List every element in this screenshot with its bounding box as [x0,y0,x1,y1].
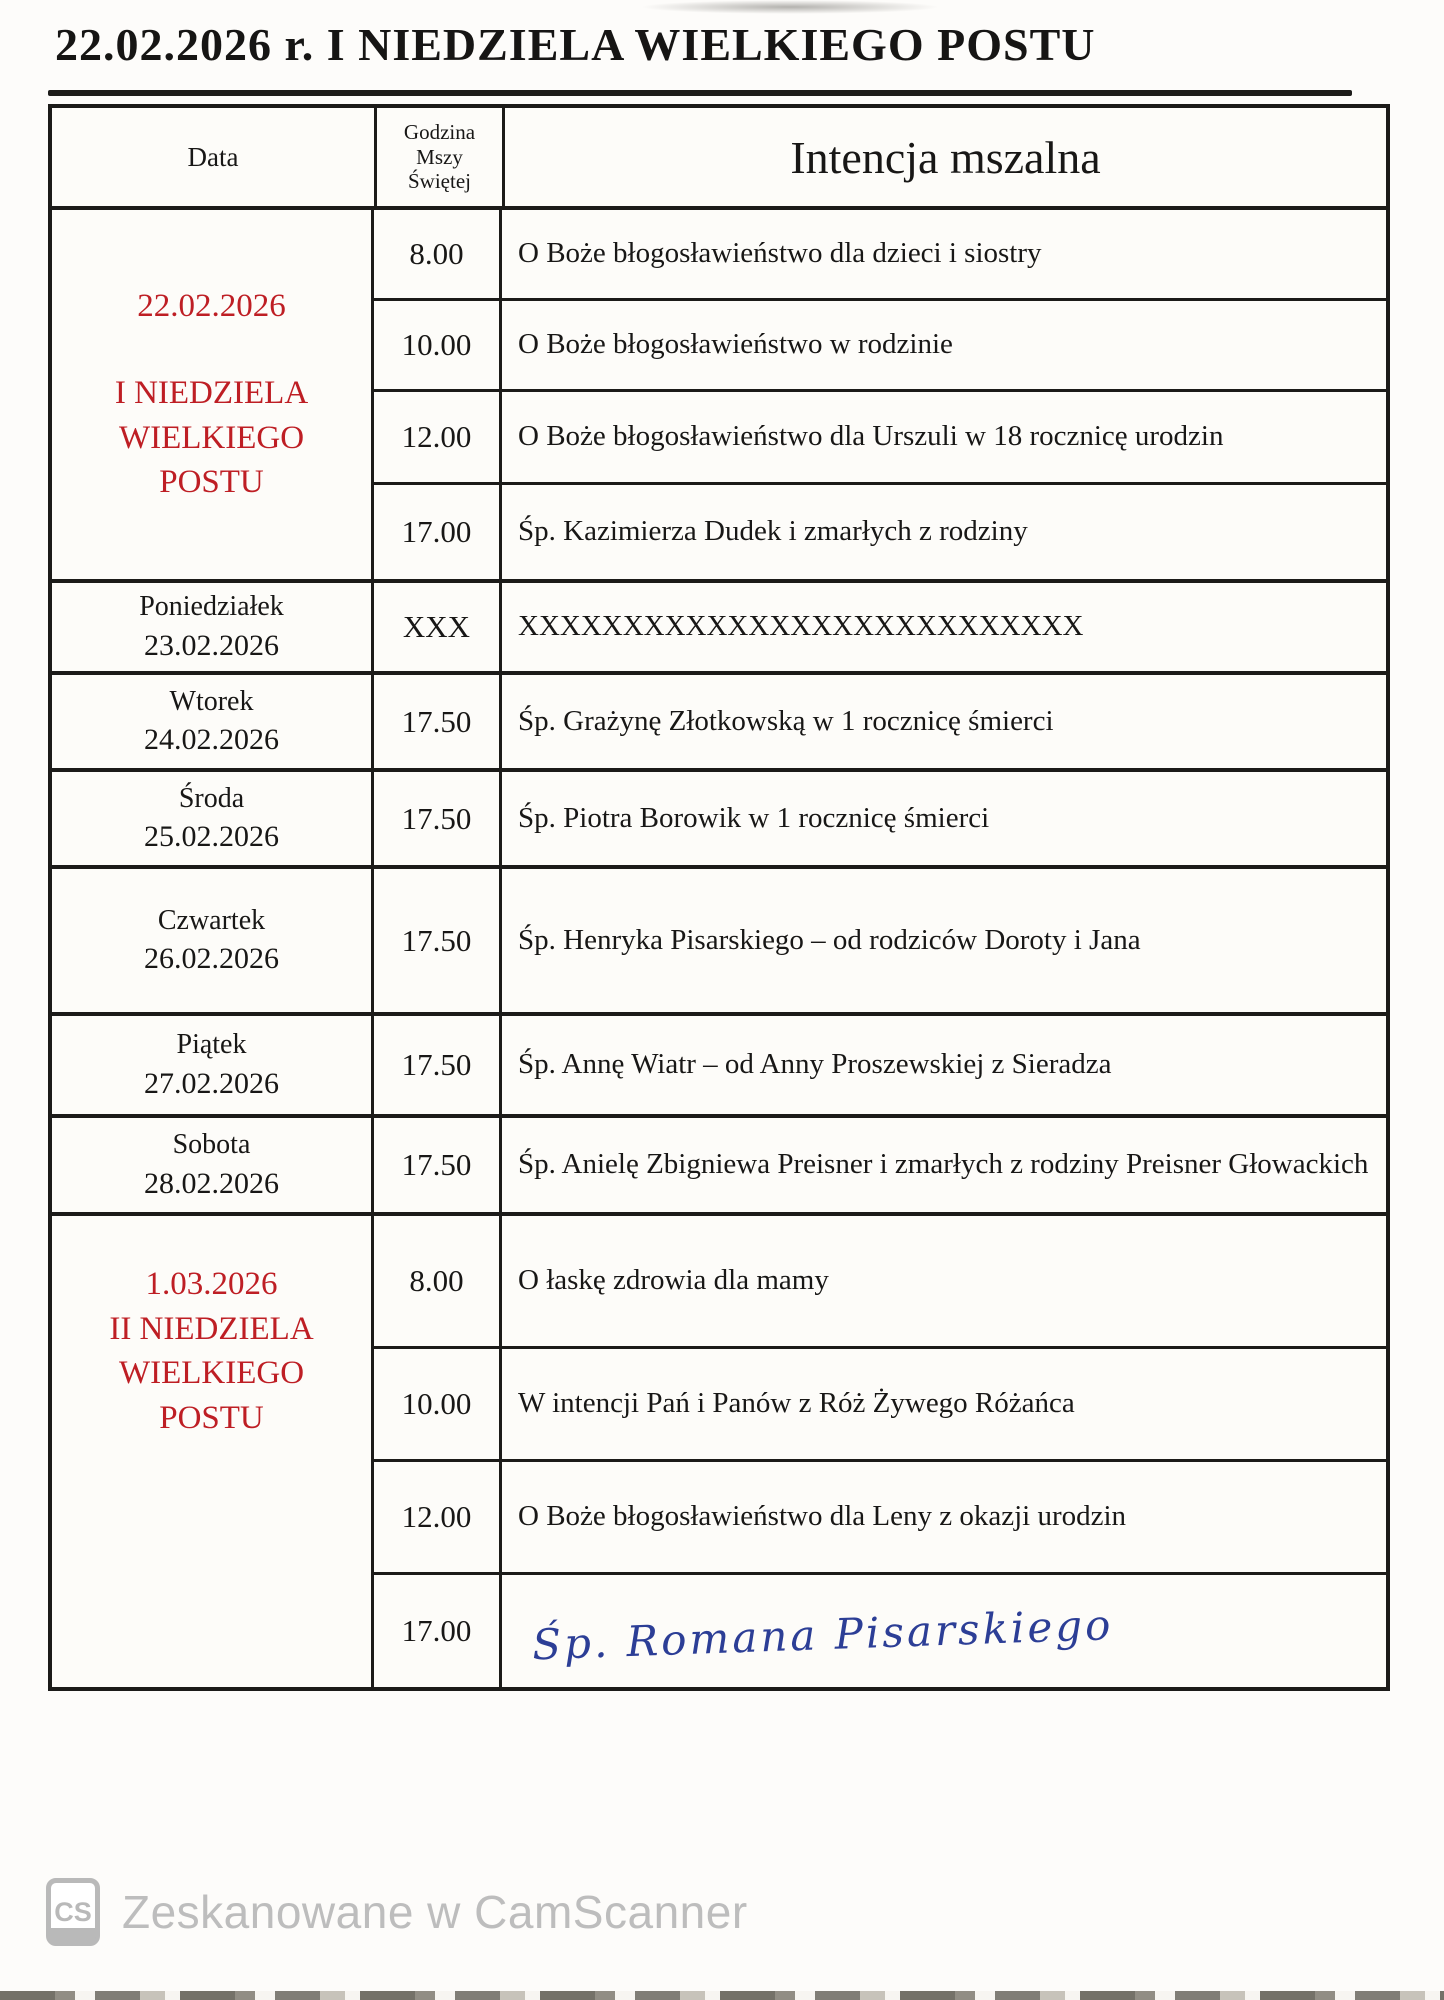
mass-time-cell: 12.00 [374,392,502,482]
sunday-date-line: I NIEDZIELA [114,375,309,412]
weekday-date-line: 23.02.2026 [144,628,279,662]
intention-cell: Śp. Piotra Borowik w 1 rocznicę śmierci [518,801,990,834]
section-rows [374,583,1386,671]
table-row [374,298,1386,389]
weekday-date-line: 25.02.2026 [144,820,279,854]
weekday-date-line: 26.02.2026 [144,942,279,976]
intention-cell: Śp. Kazimierza Dudek i zmarłych z rodziny [518,515,1028,548]
table-row [374,772,1386,865]
weekday-date-line: 28.02.2026 [144,1166,279,1200]
table-row [374,1118,1386,1212]
table-row [374,1346,1386,1459]
weekday-date-line: Czwartek [157,904,266,936]
camscanner-footer [46,1878,748,1946]
camscanner-watermark-text: Zeskanowane w CamScanner [122,1886,748,1938]
mass-time-cell: 10.00 [374,301,502,389]
date-cell [52,1016,374,1114]
table-section [52,768,1386,865]
section-rows [374,869,1386,1012]
date-cell [52,869,374,1012]
intention-cell: O Boże błogosławieństwo dla Leny z okazji urodzin [518,1500,1127,1533]
mass-time-cell: 8.00 [374,1216,502,1346]
weekday-date-line: Sobota [172,1129,251,1161]
intention-cell: W intencji Pań i Panów z Róż Żywego Różańca [518,1387,1075,1420]
weekday-date-line: 27.02.2026 [144,1066,279,1100]
date-cell [52,210,374,579]
intention-cell: O Boże błogosławieństwo w rodzinie [518,328,953,361]
scan-bottom-edge [0,1991,1444,2000]
header-mass-time-line: Świętej [408,169,471,194]
header-mass-time-line: Godzina [403,119,476,144]
table-row [374,583,1386,671]
camscanner-icon: CS [46,1878,100,1946]
sunday-date-line: WIELKIEGO [118,1355,305,1392]
table-row [374,1572,1386,1687]
handwritten-intention-cell: Śp. Romana Pisarskiego [531,1600,1115,1670]
mass-time-cell: 17.50 [374,675,502,768]
date-cell [52,1118,374,1212]
table-section [52,671,1386,768]
table-row [374,482,1386,579]
table-section [52,210,1386,579]
mass-time-cell: 17.50 [374,772,502,865]
weekday-date-line: Piątek [176,1029,247,1061]
sunday-date-line: II NIEDZIELA [109,1310,314,1347]
mass-time-cell: 12.00 [374,1462,502,1572]
section-rows [374,210,1386,579]
mass-intentions-table [48,104,1390,1691]
sunday-date-line: WIELKIEGO [118,419,305,456]
intention-cell: XXXXXXXXXXXXXXXXXXXXXXXXXXX [518,610,1084,643]
weekday-date-line: 24.02.2026 [144,723,279,757]
table-section [52,579,1386,671]
header-mass-time-line: Mszy [416,144,463,169]
mass-time-cell: 17.00 [374,485,502,579]
section-rows [374,1016,1386,1114]
intention-cell: O Boże błogosławieństwo dla Urszuli w 18 rocznicę urodzin [518,420,1224,453]
header-mass-time [377,108,505,206]
intention-cell: O łaskę zdrowia dla mamy [518,1264,829,1297]
date-cell [52,772,374,865]
mass-time-cell: 17.50 [374,1016,502,1114]
table-body [52,210,1386,1687]
table-row [374,1459,1386,1572]
table-section [52,1114,1386,1212]
mass-time-cell: XXX [374,583,502,671]
section-rows [374,772,1386,865]
header-date: Data [52,108,377,206]
weekday-date-line: Środa [178,782,245,814]
weekday-date-line: Wtorek [169,685,254,717]
mass-time-cell: 10.00 [374,1349,502,1459]
intention-cell: Śp. Grażynę Złotkowską w 1 rocznicę śmierci [518,704,1054,737]
date-cell [52,583,374,671]
table-row [374,1016,1386,1114]
table-section [52,865,1386,1012]
section-rows [374,1118,1386,1212]
mass-time-cell: 8.00 [374,210,502,298]
date-cell [52,675,374,768]
table-section [52,1012,1386,1114]
table-header-row [52,108,1386,210]
sunday-date-line: 22.02.2026 [137,287,286,324]
section-rows [374,1216,1386,1687]
table-row [374,869,1386,1012]
date-cell [52,1216,374,1687]
intention-cell: Śp. Anielę Zbigniewa Preisner i zmarłych z rodziny Preisner Głowackich [518,1148,1369,1181]
intention-cell: Śp. Henryka Pisarskiego – od rodziców Doroty i Jana [518,923,1141,956]
mass-time-cell: 17.50 [374,869,502,1012]
table-row [374,389,1386,482]
section-rows [374,675,1386,768]
weekday-date-line: Poniedziałek [139,591,284,623]
table-row [374,675,1386,768]
sunday-date-line: POSTU [159,464,264,501]
title-underline [48,90,1352,96]
table-row [374,210,1386,298]
sunday-date-line: POSTU [159,1399,264,1436]
intention-cell: Śp. Annę Wiatr – od Anny Proszewskiej z Sieradza [518,1048,1112,1081]
mass-time-cell: 17.50 [374,1118,502,1212]
page-title: 22.02.2026 r. I NIEDZIELA WIELKIEGO POSTU [55,19,1096,70]
table-row [374,1216,1386,1346]
mass-time-cell: 17.00 [374,1575,502,1687]
intention-cell: O Boże błogosławieństwo dla dzieci i siostry [518,237,1042,270]
table-section [52,1212,1386,1687]
scan-smudge [640,0,940,14]
sunday-date-line: 1.03.2026 [145,1266,278,1302]
header-intention: Intencja mszalna [790,131,1101,183]
